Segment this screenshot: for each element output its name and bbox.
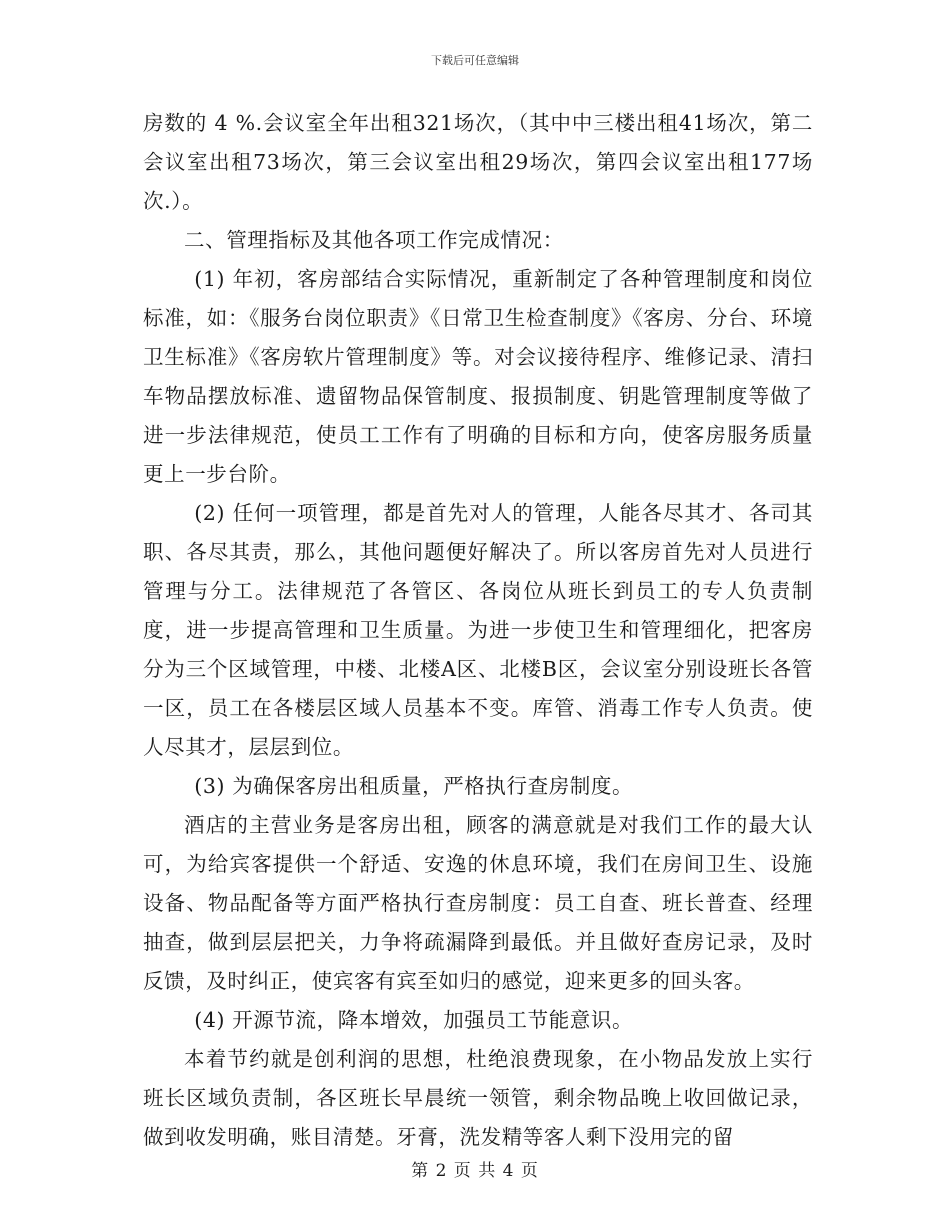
- document-body: [143, 104, 813, 1157]
- paragraph-item-4: (4) 开源节流，降本增效，加强员工节能意识。: [194, 1008, 634, 1032]
- paragraph-item-3: (3) 为确保客房出租质量，严格执行查房制度。: [194, 774, 634, 798]
- paragraph-1: 房数的 4 %.会议室全年出租321场次，（其中中三楼出租41场次，第二会议室出租73场次，第三会议室出租29场次，第四会议室出租177场次.）。: [143, 111, 813, 213]
- paragraph-item-2: (2) 任何一项管理，都是首先对人的管理，人能各尽其才、各司其职、各尽其责，那么，其他问题便好解决了。所以客房首先对人员进行管理与分工。法律规范了各管区、各岗位从班长到员工的专人负责制度，进一步提高管理和卫生质量。为进一步使卫生和管理细化，把客房分为三个区域管理，中楼、北楼A区、北楼B区，会议室分别设班长各管一区，员工在各楼层区域人员基本不变。库管、消毒工作专人负责。使人尽其才，层层到位。: [143, 501, 813, 759]
- paragraph-item-1: (1) 年初，客房部结合实际情况，重新制定了各种管理制度和岗位标准，如：《服务台岗位职责》《日常卫生检查制度》《客房、分台、环境卫生标准》《客房软片管理制度》等。对会议接待程序、维修记录、清扫车物品摆放标准、遗留物品保管制度、报损制度、钥匙管理制度等做了进一步法律规范，使员工工作有了明确的目标和方向，使客房服务质量更上一步台阶。: [143, 267, 813, 486]
- section-heading-2: 二、管理指标及其他各项工作完成情况：: [184, 228, 564, 252]
- page-number-footer: 第 2 页 共 4 页: [411, 1161, 539, 1181]
- paragraph-item-3-body: 酒店的主营业务是客房出租，顾客的满意就是对我们工作的最大认可，为给宾客提供一个舒适、安逸的休息环境，我们在房间卫生、设施设备、物品配备等方面严格执行查房制度：员工自查、班长普查、经理抽查，做到层层把关，力争将疏漏降到最低。并且做好查房记录，及时反馈，及时纠正，使宾客有宾至如归的感觉，迎来更多的回头客。: [143, 813, 813, 993]
- paragraph-item-4-body: 本着节约就是创利润的思想，杜绝浪费现象，在小物品发放上实行班长区域负责制，各区班长早晨统一领管，剩余物品晚上收回做记录，做到收发明确，账目清楚。牙膏，洗发精等客人剩下没用完的留: [143, 1047, 813, 1149]
- page-header: 下载后可任意编辑: [431, 54, 519, 67]
